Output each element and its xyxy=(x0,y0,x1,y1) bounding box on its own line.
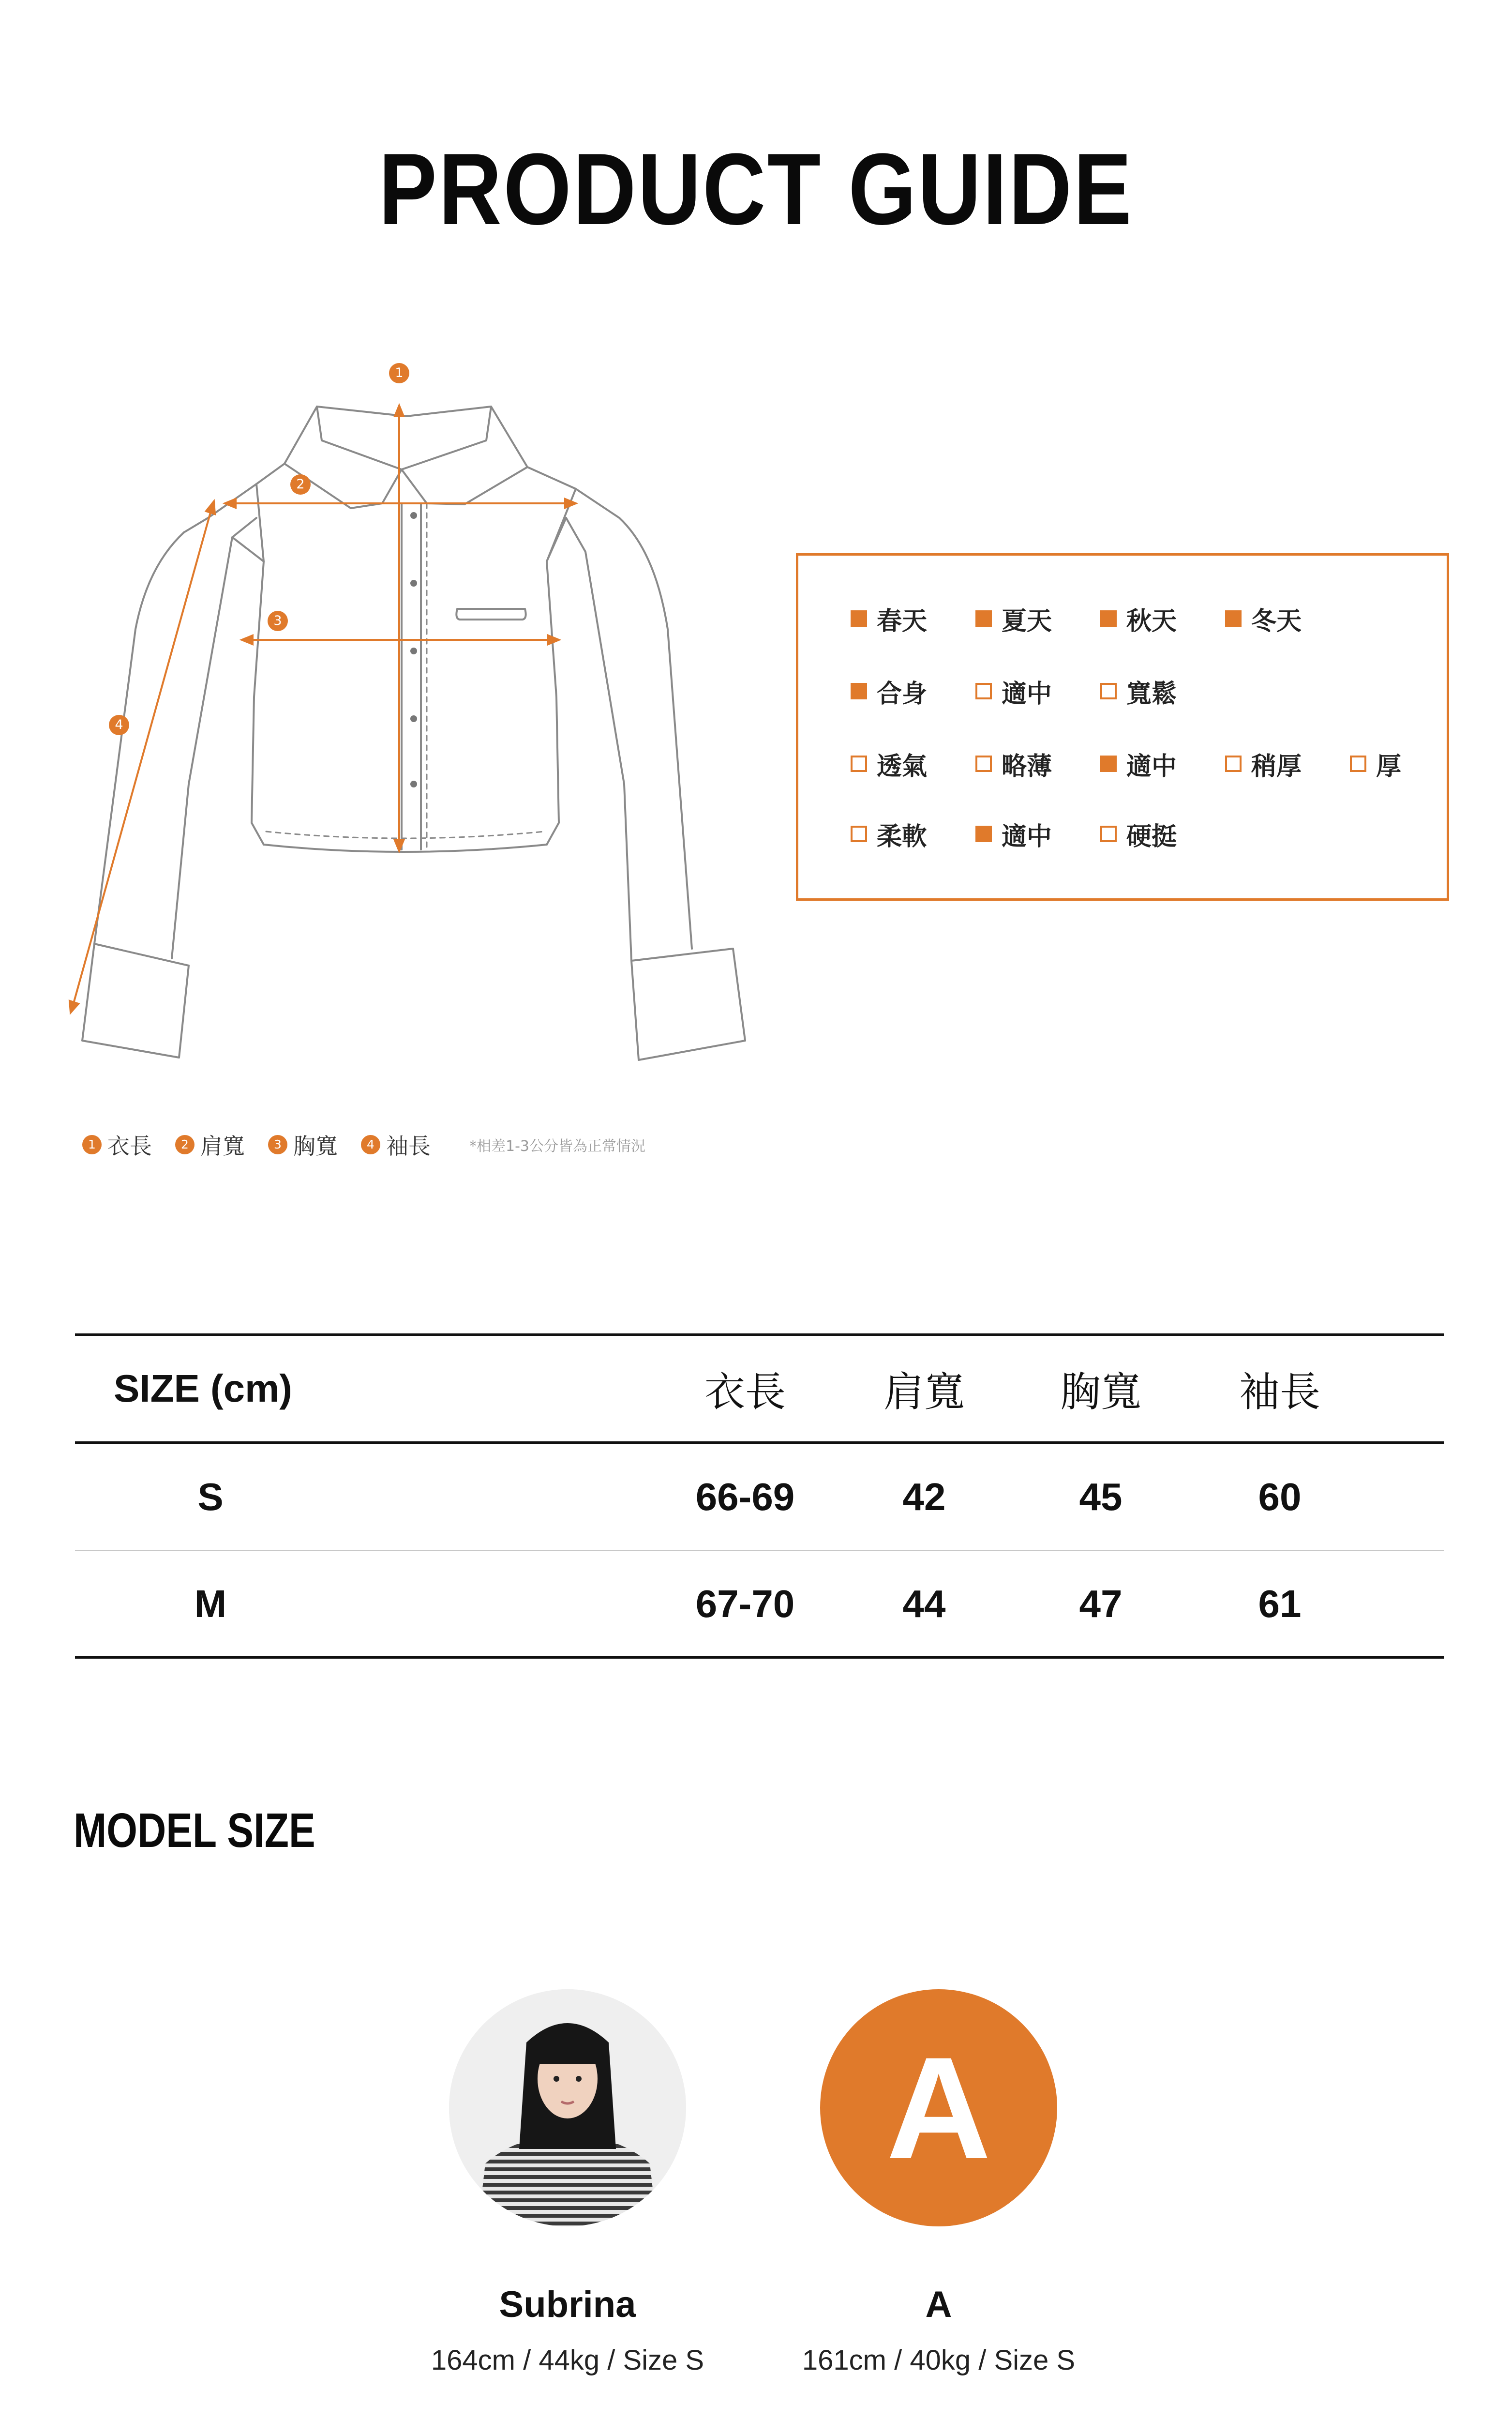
column-header-length: 衣長 xyxy=(704,1368,786,1416)
length-value: 66-69 xyxy=(695,1475,795,1518)
product-attributes-box xyxy=(796,553,1449,901)
size-label: S xyxy=(197,1475,224,1518)
model-card-a xyxy=(769,1989,1108,2376)
attr-label: 適中 xyxy=(1126,752,1177,781)
attr-thin xyxy=(975,746,1100,782)
marker-1-badge: 1 xyxy=(389,363,409,383)
tolerance-note: *相差1-3公分皆為正常情況 xyxy=(469,1138,645,1155)
attr-slightly-thick xyxy=(1225,746,1350,782)
legend-number-badge: 2 xyxy=(175,1135,195,1154)
checked-box-icon xyxy=(851,610,867,627)
unchecked-box-icon xyxy=(851,756,867,772)
attr-label: 略薄 xyxy=(1002,752,1052,781)
attr-medium-thickness xyxy=(1100,746,1225,782)
attr-label: 夏天 xyxy=(1002,606,1052,636)
shoulder-value: 44 xyxy=(902,1582,946,1625)
checked-box-icon xyxy=(1100,610,1117,627)
model-stats: 164cm / 44kg / Size S xyxy=(431,2344,704,2376)
page-title: PRODUCT GUIDE xyxy=(378,132,1134,246)
unchecked-box-icon xyxy=(1225,756,1242,772)
table-header-row xyxy=(75,1333,1444,1444)
attr-label: 硬挺 xyxy=(1126,822,1177,851)
model-name: A xyxy=(925,2284,952,2325)
chest-value: 47 xyxy=(1079,1582,1123,1625)
legend-number-badge: 1 xyxy=(82,1135,102,1154)
legend-item-shoulder xyxy=(175,1129,245,1161)
legend-item-length xyxy=(82,1129,152,1161)
marker-2-badge: 2 xyxy=(290,474,311,495)
model-photo-avatar xyxy=(449,1989,686,2226)
checked-box-icon xyxy=(851,683,867,699)
size-table xyxy=(75,1333,1444,1659)
legend-item-sleeve xyxy=(361,1129,431,1161)
attr-label: 寬鬆 xyxy=(1126,679,1177,709)
measurement-legend xyxy=(82,1130,645,1159)
attr-autumn xyxy=(1100,601,1225,637)
marker-4-badge: 4 xyxy=(109,715,129,735)
checked-box-icon xyxy=(1100,756,1117,772)
button-dots xyxy=(410,512,417,787)
fit-row xyxy=(851,674,1225,708)
model-portrait-image xyxy=(449,1989,686,2226)
unchecked-box-icon xyxy=(975,756,992,772)
column-header-size: SIZE (cm) xyxy=(114,1367,292,1410)
attr-summer xyxy=(975,601,1100,637)
jacket-outline xyxy=(63,358,750,1084)
attr-spring xyxy=(851,601,975,637)
sleeve-value: 60 xyxy=(1258,1475,1302,1518)
attr-label: 春天 xyxy=(877,606,928,636)
attr-thick xyxy=(1350,746,1408,782)
legend-label: 袖長 xyxy=(386,1133,431,1159)
legend-item-chest xyxy=(268,1129,338,1161)
attr-label: 柔軟 xyxy=(877,822,928,851)
attr-label: 適中 xyxy=(1002,822,1052,851)
chest-value: 45 xyxy=(1079,1475,1123,1518)
unchecked-box-icon xyxy=(1350,756,1366,772)
legend-label: 衣長 xyxy=(107,1133,152,1159)
legend-label: 肩寬 xyxy=(200,1133,245,1159)
sleeve-value: 61 xyxy=(1258,1582,1302,1625)
checked-box-icon xyxy=(1225,610,1242,627)
season-row xyxy=(851,602,1350,635)
legend-label: 胸寬 xyxy=(293,1133,338,1159)
attr-breathable xyxy=(851,746,975,782)
attr-loose xyxy=(1100,673,1225,710)
attr-label: 冬天 xyxy=(1251,606,1302,636)
shoulder-value: 42 xyxy=(902,1475,946,1518)
model-card-subrina xyxy=(398,1989,737,2376)
model-size-title: MODEL SIZE xyxy=(74,1803,315,1858)
checked-box-icon xyxy=(975,610,992,627)
attr-fitted xyxy=(851,673,975,710)
attr-winter xyxy=(1225,601,1350,637)
attr-soft xyxy=(851,816,975,852)
attr-label: 合身 xyxy=(877,679,928,709)
column-header-chest: 胸寬 xyxy=(1060,1368,1141,1416)
column-header-shoulder: 肩寬 xyxy=(883,1368,965,1416)
attr-label: 透氣 xyxy=(877,752,928,781)
attr-regular-fit xyxy=(975,673,1100,710)
model-letter-avatar: A xyxy=(820,1989,1057,2226)
table-row xyxy=(75,1551,1444,1659)
attr-label: 厚 xyxy=(1376,752,1402,781)
thickness-row xyxy=(851,747,1408,781)
checked-box-icon xyxy=(975,826,992,842)
jacket-diagram xyxy=(63,358,750,1084)
size-label: M xyxy=(194,1582,227,1625)
legend-number-badge: 4 xyxy=(361,1135,380,1154)
table-row xyxy=(75,1444,1444,1551)
unchecked-box-icon xyxy=(1100,683,1117,699)
column-header-sleeve: 袖長 xyxy=(1239,1368,1320,1416)
model-name: Subrina xyxy=(499,2284,636,2325)
attr-label: 適中 xyxy=(1002,679,1052,709)
attr-stiff xyxy=(1100,816,1225,852)
attr-label: 稍厚 xyxy=(1251,752,1302,781)
attr-medium-texture xyxy=(975,816,1100,852)
marker-3-badge: 3 xyxy=(268,611,288,631)
model-stats: 161cm / 40kg / Size S xyxy=(802,2344,1076,2376)
unchecked-box-icon xyxy=(975,683,992,699)
unchecked-box-icon xyxy=(851,826,867,842)
unchecked-box-icon xyxy=(1100,826,1117,842)
attr-label: 秋天 xyxy=(1126,606,1177,636)
texture-row xyxy=(851,817,1225,851)
legend-number-badge: 3 xyxy=(268,1135,287,1154)
length-value: 67-70 xyxy=(695,1582,795,1625)
